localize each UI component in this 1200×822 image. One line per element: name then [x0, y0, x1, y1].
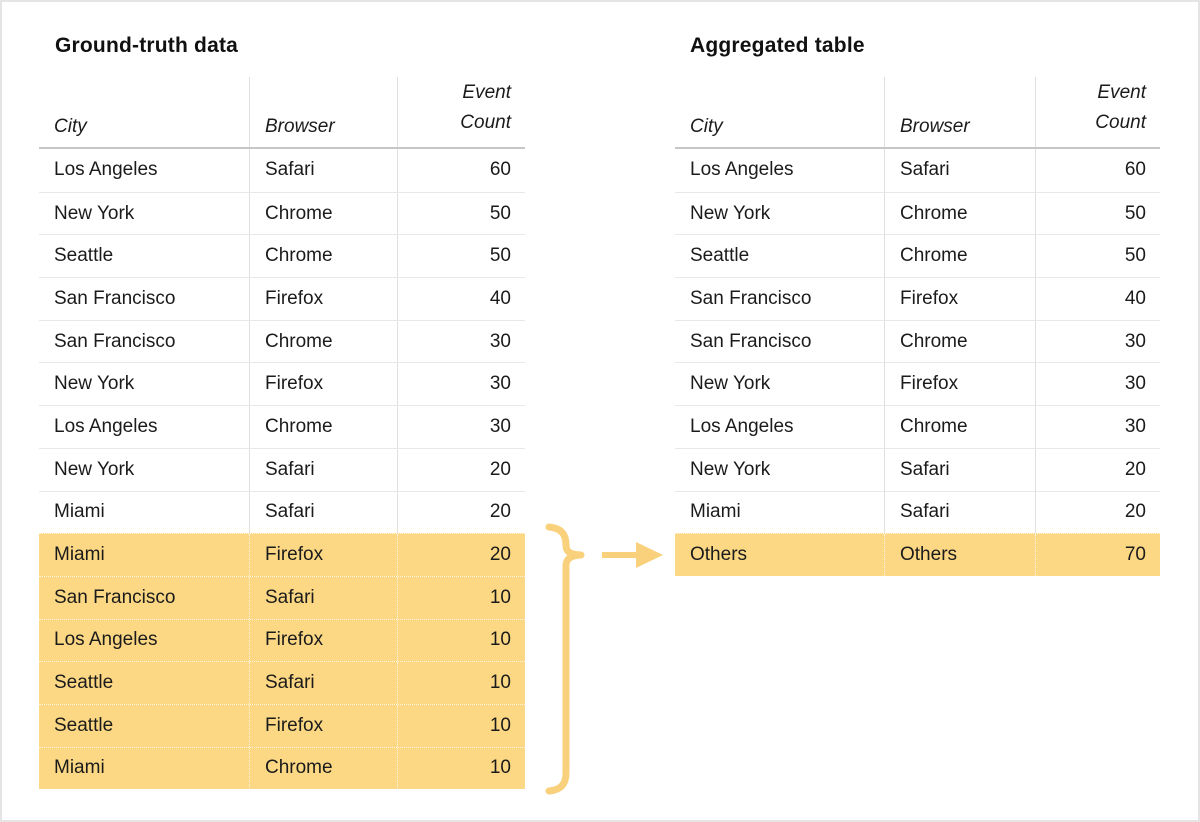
cell-city: Seattle: [54, 672, 114, 694]
header-city: City: [690, 116, 723, 137]
table-row: [39, 362, 525, 405]
table-row: [675, 149, 1160, 192]
cell-browser: Safari: [249, 149, 397, 192]
cell-city: New York: [690, 458, 771, 480]
cell-city: Los Angeles: [54, 159, 158, 181]
cell-browser: Firefox: [884, 363, 1035, 405]
cell-count: 30: [397, 363, 525, 405]
cell-count: 20: [397, 534, 525, 576]
table-row: [39, 234, 525, 277]
cell-city: New York: [690, 202, 771, 224]
table-row: [39, 277, 525, 320]
cell-city: Los Angeles: [690, 159, 794, 181]
cell-count: 60: [397, 149, 525, 192]
curly-brace-icon: [549, 527, 581, 791]
cell-count: 50: [397, 193, 525, 235]
cell-city: Miami: [54, 544, 105, 566]
cell-browser: Safari: [249, 662, 397, 704]
cell-city: San Francisco: [690, 330, 812, 352]
cell-count: 60: [1035, 149, 1160, 192]
left-table-title: Ground-truth data: [55, 34, 239, 57]
cell-browser: Safari: [884, 149, 1035, 192]
cell-browser: Firefox: [249, 620, 397, 662]
cell-browser: Safari: [249, 577, 397, 619]
table-rows: [675, 149, 1160, 576]
cell-count: 30: [1035, 321, 1160, 363]
cell-browser: Firefox: [249, 705, 397, 747]
cell-city: New York: [690, 373, 771, 395]
aggregated-table: [675, 77, 1160, 576]
cell-browser: Chrome: [249, 748, 397, 790]
cell-browser: Chrome: [249, 406, 397, 448]
right-table-title: Aggregated table: [690, 34, 865, 57]
cell-count: 20: [397, 492, 525, 534]
cell-browser: Firefox: [249, 278, 397, 320]
cell-city: San Francisco: [690, 287, 812, 309]
table-row: [39, 661, 525, 704]
table-row: [675, 405, 1160, 448]
cell-city: Seattle: [690, 245, 750, 267]
cell-city: Miami: [54, 501, 105, 523]
cell-count: 10: [397, 620, 525, 662]
cell-count: 70: [1035, 534, 1160, 576]
cell-count: 50: [1035, 235, 1160, 277]
cell-browser: Chrome: [249, 193, 397, 235]
table-row: [39, 533, 525, 576]
cell-count: 10: [397, 577, 525, 619]
cell-city: Miami: [54, 757, 105, 779]
cell-city: Miami: [690, 501, 741, 523]
header-event-count: Event Count: [1035, 77, 1160, 147]
table-row: [675, 533, 1160, 576]
table-row: [39, 491, 525, 534]
table-row: [675, 277, 1160, 320]
cell-count: 30: [397, 406, 525, 448]
table-row: [39, 619, 525, 662]
cell-city: Seattle: [54, 245, 114, 267]
cell-city: New York: [54, 202, 135, 224]
cell-browser: Firefox: [249, 363, 397, 405]
cell-count: 10: [397, 748, 525, 790]
cell-count: 30: [397, 321, 525, 363]
right-arrow-icon: [602, 542, 663, 568]
cell-count: 50: [397, 235, 525, 277]
cell-city: San Francisco: [54, 586, 176, 608]
table-row: [675, 362, 1160, 405]
cell-count: 30: [1035, 406, 1160, 448]
table-row: [675, 234, 1160, 277]
cell-browser: Chrome: [884, 321, 1035, 363]
cell-city: Los Angeles: [690, 415, 794, 437]
header-browser: Browser: [249, 77, 397, 147]
cell-count: 20: [1035, 449, 1160, 491]
table-row: [39, 320, 525, 363]
cell-browser: Firefox: [884, 278, 1035, 320]
cell-browser: Chrome: [249, 235, 397, 277]
header-event-count: Event Count: [397, 77, 525, 147]
table-row: [39, 448, 525, 491]
table-row: [39, 747, 525, 790]
cell-count: 40: [397, 278, 525, 320]
cell-count: 20: [1035, 492, 1160, 534]
cell-count: 50: [1035, 193, 1160, 235]
cell-count: 30: [1035, 363, 1160, 405]
table-header: [39, 77, 525, 149]
cell-count: 10: [397, 705, 525, 747]
table-row: [675, 192, 1160, 235]
table-row: [675, 320, 1160, 363]
cell-city: Seattle: [54, 714, 114, 736]
cell-city: San Francisco: [54, 330, 176, 352]
table-row: [39, 704, 525, 747]
cell-city: New York: [54, 373, 135, 395]
cell-browser: Safari: [249, 449, 397, 491]
cell-count: 40: [1035, 278, 1160, 320]
table-row: [675, 448, 1160, 491]
table-row: [39, 576, 525, 619]
table-header: [675, 77, 1160, 149]
table-row: [39, 149, 525, 192]
cell-count: 20: [397, 449, 525, 491]
cell-browser: Firefox: [249, 534, 397, 576]
cell-browser: Chrome: [884, 193, 1035, 235]
header-city: City: [54, 116, 87, 137]
header-browser: Browser: [884, 77, 1035, 147]
cell-browser: Others: [884, 534, 1035, 576]
table-row: [39, 405, 525, 448]
cell-city: Others: [690, 544, 748, 566]
cell-browser: Safari: [884, 449, 1035, 491]
cell-count: 10: [397, 662, 525, 704]
cell-city: Los Angeles: [54, 629, 158, 651]
cell-browser: Safari: [249, 492, 397, 534]
cell-browser: Safari: [884, 492, 1035, 534]
cell-browser: Chrome: [249, 321, 397, 363]
table-row: [675, 491, 1160, 534]
table-rows: [39, 149, 525, 789]
cell-browser: Chrome: [884, 406, 1035, 448]
cell-city: San Francisco: [54, 287, 176, 309]
cell-browser: Chrome: [884, 235, 1035, 277]
cell-city: Los Angeles: [54, 415, 158, 437]
cell-city: New York: [54, 458, 135, 480]
table-row: [39, 192, 525, 235]
ground-truth-table: [39, 77, 525, 789]
